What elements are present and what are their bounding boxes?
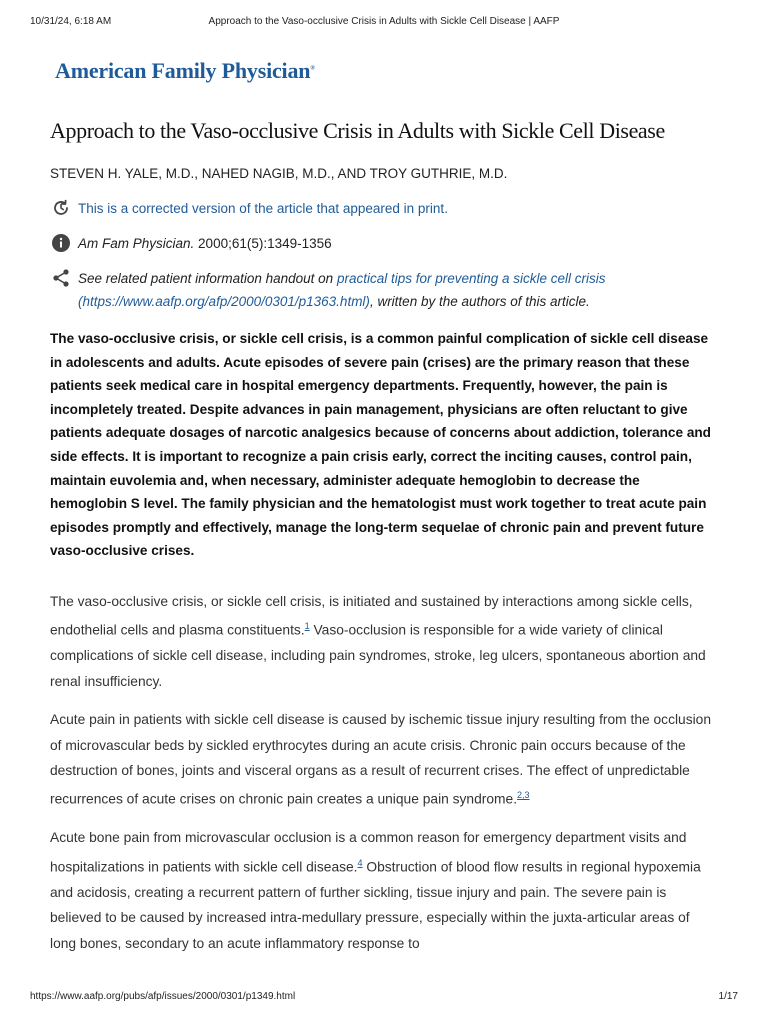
print-datetime: 10/31/24, 6:18 AM	[30, 16, 112, 27]
citation	[50, 232, 713, 255]
article-authors: STEVEN H. YALE, M.D., NAHED NAGIB, M.D., AND TROY GUTHRIE, M.D.	[50, 166, 508, 181]
brand-logo[interactable]	[55, 58, 315, 84]
body-text: Acute pain in patients with sickle cell disease is caused by ischemic tissue injury resulting from the occlusion of microvascular beds by sickled erythrocytes during an acute crisis. Chronic pain occurs because of the destruction of bones, joints and visceral organs as a result of recurrent crises. The effect of unpredictable recurrences of acute crises on chronic pain creates a unique pain syndrome.	[50, 712, 712, 807]
body-text: The vaso-occlusive crisis, or sickle cell crisis, is initiated and sustained by interactions among sickle cells, endothelial cells and plasma constituents.	[50, 593, 693, 638]
reference-link[interactable]: 4	[357, 857, 363, 868]
info-icon	[50, 232, 72, 254]
body-text: Acute bone pain from microvascular occlusion is a common reason for emergency department visits and hospitalizations in patients with sickle cell disease.	[50, 830, 687, 875]
print-doc-title: Approach to the Vaso-occlusive Crisis in Adults with Sickle Cell Disease | AAFP	[208, 16, 560, 27]
related-handout-link[interactable]: practical tips for preventing a sickle cell crisis (https://www.aafp.org/afp/2000/0301/p1363.html)	[78, 271, 606, 309]
correction-notice	[50, 197, 713, 220]
citation-details: 2000;61(5):1349-1356	[198, 236, 332, 251]
brand-name: American Family Physician	[55, 58, 311, 83]
related-suffix: , written by the authors of this article.	[369, 294, 590, 309]
body-text: Vaso-occlusion is responsible for a wide variety of clinical complications of sickle cell disease, including pain syndromes, stroke, leg ulcers, spontaneous abortion and renal insufficiency.	[50, 622, 706, 689]
article-abstract: The vaso-occlusive crisis, or sickle cell crisis, is a common painful complication of sickle cell disease in adolescents and adults. Acute episodes of severe pain (crises) are the primary reason that these patients seek medical care in hospital emergency departments. Frequently, however, the pain is incompletely treated. Despite advances in pain management, physicians are often reluctant to give patients adequate dosages of narcotic analgesics because of concerns about addiction, tolerance and side effects. It is important to recognize a pain crisis early, correct the inciting causes, control pain, maintain euvolemia and, when necessary, administer adequate hemoglobin to decrease the hemoglobin S level. The family physician and the hematologist must work together to treat acute pain episodes promptly and effectively, manage the long-term sequelae of chronic pain and prevent future vaso-occlusive crises.	[50, 331, 711, 559]
correction-notice-link[interactable]: This is a corrected version of the article that appeared in print.	[78, 201, 448, 216]
brand-registered-mark: ®	[310, 65, 315, 72]
print-url: https://www.aafp.org/pubs/afp/issues/2000/0301/p1349.html	[30, 991, 296, 1002]
body-text: Obstruction of blood flow results in regional hypoxemia and acidosis, creating a recurrent pattern of further sickling, tissue injury and pain. The severe pain is believed to be caused by increased intra-medullary pressure, especially within the juxta-articular areas of long bones, secondary to an acute inflammatory response to	[50, 859, 701, 951]
body-paragraph	[50, 825, 713, 956]
article	[50, 118, 713, 969]
reference-link[interactable]: 1	[304, 621, 310, 632]
page-number: 1/17	[718, 991, 738, 1002]
citation-journal: Am Fam Physician.	[78, 236, 195, 251]
share-icon	[50, 267, 72, 289]
refresh-clock-icon	[50, 197, 72, 219]
related-prefix: See related patient information handout on	[78, 271, 337, 286]
related-handout	[50, 267, 713, 313]
reference-link[interactable]: 2,3	[517, 790, 530, 801]
body-paragraph	[50, 707, 713, 812]
article-title: Approach to the Vaso-occlusive Crisis in Adults with Sickle Cell Disease	[50, 118, 665, 143]
body-paragraph	[50, 589, 713, 694]
